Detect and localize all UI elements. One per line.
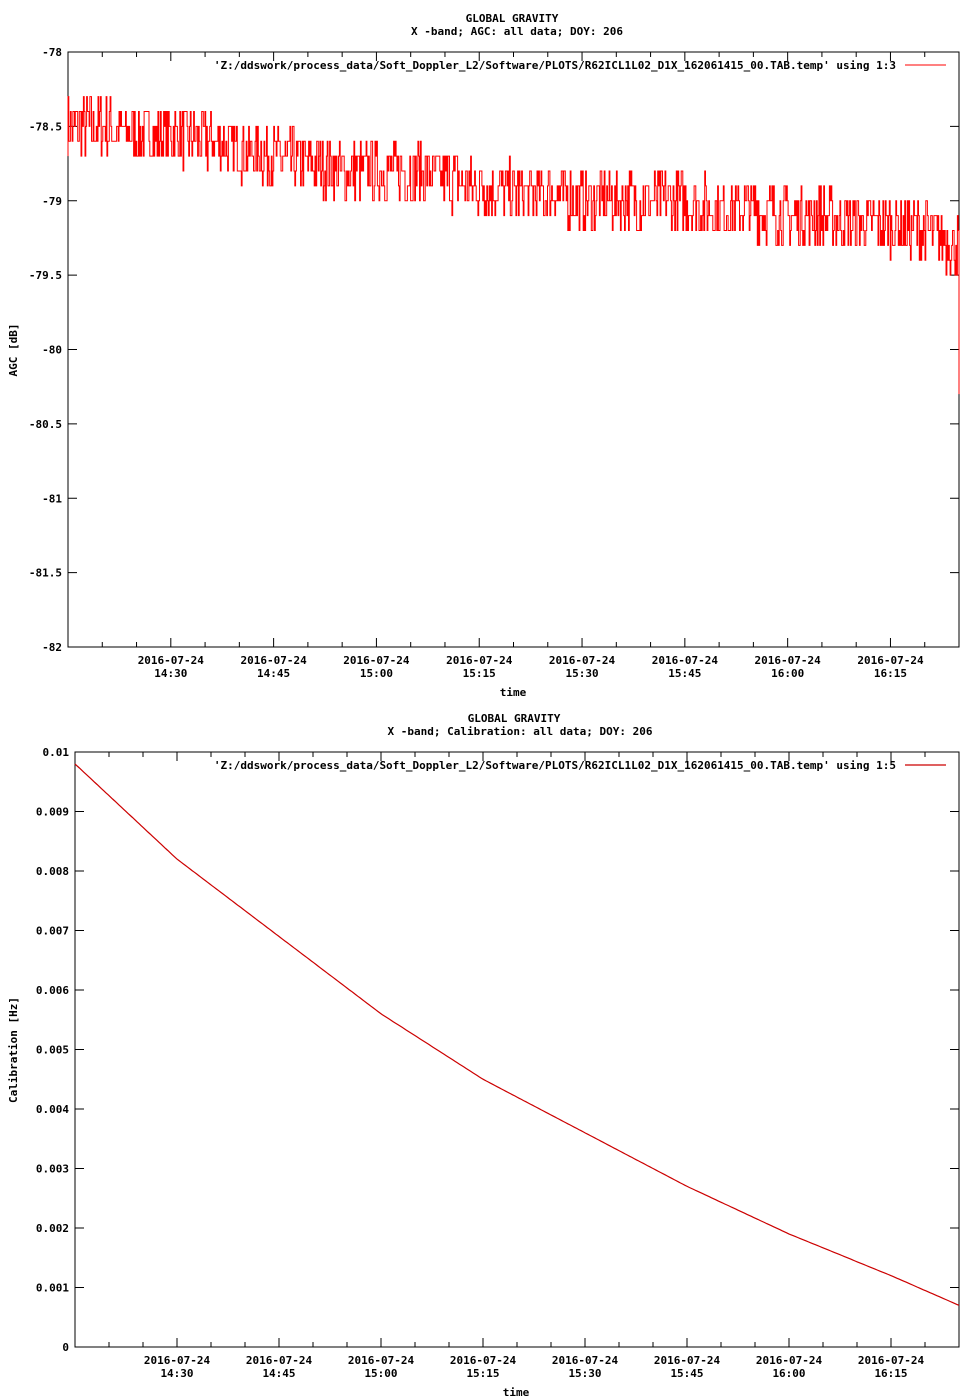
legend-label: 'Z:/ddswork/process_data/Soft_Doppler_L2/Software/PLOTS/R62ICL1L02_D1X_162061415_00.TAB.temp' using 1:3: [213, 59, 896, 72]
y-tick-label: -79: [42, 194, 62, 208]
y-tick-label: 0.006: [35, 984, 69, 997]
y-tick-label: -78: [42, 46, 62, 59]
x-tick-label-time: 15:45: [668, 667, 702, 680]
x-tick-label-date: 2016-07-24: [347, 1354, 415, 1367]
x-tick-label-time: 15:00: [359, 667, 393, 680]
x-tick-label-date: 2016-07-24: [449, 1354, 517, 1367]
y-tick-label: 0.004: [35, 1103, 69, 1116]
x-tick-label-time: 16:00: [771, 667, 805, 680]
x-tick-label-date: 2016-07-24: [551, 1354, 619, 1367]
agc-series-line: [68, 97, 959, 395]
chart-subtitle: X -band; AGC: all data; DOY: 206: [411, 25, 623, 38]
x-tick-label-time: 15:30: [565, 667, 599, 680]
x-tick-label-time: 14:30: [154, 667, 188, 680]
x-axis-label: time: [502, 1386, 530, 1399]
calibration-chart: [7, 712, 959, 1399]
y-tick-label: -79.5: [28, 269, 62, 283]
x-tick-label-time: 14:45: [257, 667, 291, 680]
y-axis-label: AGC [dB]: [7, 323, 20, 377]
x-tick-label-date: 2016-07-24: [651, 654, 718, 667]
x-tick-label-date: 2016-07-24: [548, 654, 616, 667]
x-tick-label-time: 16:00: [772, 1367, 806, 1380]
y-tick-label: -80: [42, 343, 62, 357]
legend-label: 'Z:/ddswork/process_data/Soft_Doppler_L2/Software/PLOTS/R62ICL1L02_D1X_162061415_00.TAB.temp' using 1:5: [213, 759, 896, 772]
y-tick-label: 0.01: [42, 746, 69, 759]
x-tick-label-date: 2016-07-24: [857, 654, 924, 667]
x-tick-label-date: 2016-07-24: [755, 1354, 823, 1367]
x-axis-label: time: [499, 686, 527, 699]
x-tick-label-time: 15:15: [462, 667, 496, 680]
x-tick-label-date: 2016-07-24: [137, 654, 204, 667]
x-tick-label-time: 15:30: [568, 1367, 602, 1380]
x-tick-label-date: 2016-07-24: [446, 654, 513, 667]
x-tick-label-time: 16:15: [874, 1367, 908, 1380]
x-tick-label-date: 2016-07-24: [857, 1354, 925, 1367]
x-tick-label-time: 14:30: [160, 1367, 194, 1380]
x-tick-label-date: 2016-07-24: [653, 1354, 721, 1367]
y-tick-label: 0: [62, 1341, 69, 1354]
y-tick-label: 0.002: [35, 1222, 69, 1235]
y-tick-label: 0.005: [35, 1043, 69, 1057]
plot-frame: [75, 752, 959, 1347]
x-tick-label-date: 2016-07-24: [245, 1354, 313, 1367]
y-tick-label: 0.007: [35, 924, 69, 938]
y-tick-label: 0.009: [35, 805, 69, 819]
x-tick-label-date: 2016-07-24: [240, 654, 307, 667]
x-tick-label-time: 15:00: [364, 1367, 398, 1380]
y-tick-label: -81.5: [28, 566, 62, 580]
x-tick-label-time: 14:45: [262, 1367, 296, 1380]
y-tick-label: 0.008: [35, 865, 69, 878]
x-tick-label-date: 2016-07-24: [754, 654, 821, 667]
y-tick-label: 0.003: [35, 1162, 69, 1176]
y-axis: [36, 746, 959, 1354]
agc-chart: [7, 12, 959, 699]
y-tick-label: -81: [42, 492, 62, 506]
y-tick-label: 0.001: [35, 1281, 69, 1295]
x-tick-label-time: 15:45: [670, 1367, 704, 1380]
chart-title: GLOBAL GRAVITY: [465, 12, 559, 25]
x-tick-label-time: 16:15: [873, 667, 908, 680]
y-tick-label: -80.5: [28, 417, 62, 431]
chart-subtitle: X -band; Calibration: all data; DOY: 206: [387, 725, 653, 738]
y-tick-label: -82: [42, 641, 62, 654]
calibration-series-line: [75, 764, 959, 1305]
y-tick-label: -78.5: [28, 120, 62, 134]
y-axis-label: Calibration [Hz]: [7, 997, 20, 1103]
x-axis: [109, 752, 925, 1380]
chart-title: GLOBAL GRAVITY: [467, 712, 561, 725]
x-tick-label-date: 2016-07-24: [343, 654, 410, 667]
x-tick-label-date: 2016-07-24: [143, 1354, 211, 1367]
x-tick-label-time: 15:15: [466, 1367, 500, 1380]
